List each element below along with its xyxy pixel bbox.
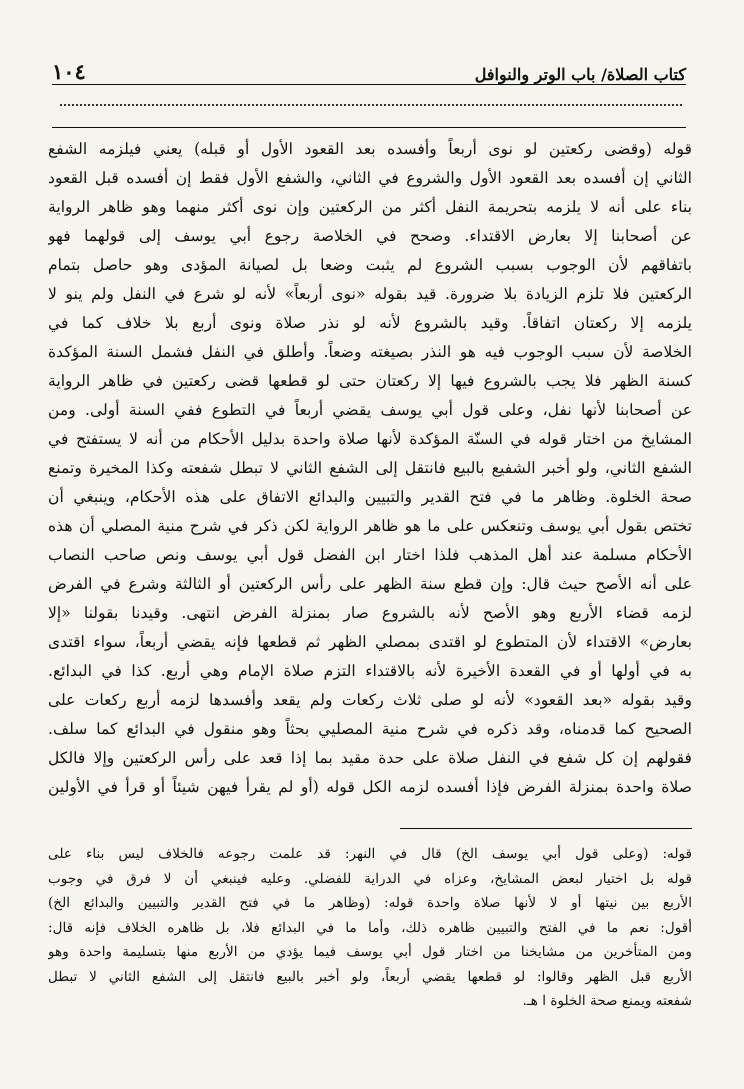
main-text [48,135,692,802]
main-text-line: لزمه قضاء الأربع وهو الأصح لأنه بالشروع صار بمنزلة الفرض انتهى. وقيدنا بقولنا «إلا [48,604,692,622]
main-text-line: قوله (وقضى ركعتين لو نوى أربعاً وأفسده بعد القعود الأول أو قبله) يعني فيلزمه الشفع [48,140,692,158]
dotted-separator [60,104,682,106]
header-rule [52,84,686,85]
footnote-line: ومن المتأخرين من مشايخنا من اختار قول أبي يوسف فيما يؤدي من الأربع منها بتسليمة واحدة وهو [48,944,692,960]
running-title: كتاب الصلاة/ باب الوتر والنوافل [474,65,686,84]
footnote-line: قوله بل اختيار لبعض المشايخ، وعزاه في الدراية للفضلي. وعليه فينبغي أن لا فرق في وجوب [48,870,692,887]
footnote-line: أقول: نعم ما في الفتح والتبيين ظاهره ذلك، وأما ما في البدائع فلا، بل ظاهره الخلاف فإنه قال: [48,919,692,936]
footnotes [48,842,692,1014]
main-text-line: صلاة واحدة بمنزلة الفرض فإذا أفسده لزمه الكل قوله (أو لم يقرأ فيهن شيئاً أو قرأ في الأولين [48,778,692,796]
main-text-line: الشفع الثاني، ولو أخبر الشفيع بالبيع فانتقل إلى الشفع الثاني لا تبطل شفعته وكذا المخيرة وتمنع [48,459,692,477]
main-text-line: الخلاصة لأن سبب الوجوب فيه هو النذر بصيغته وضعاً. وأطلق في النفل فشمل السنة المؤكدة [48,343,692,361]
main-text-line: صحة الخلوة. وظاهر ما في فتح القدير والتبيين والبدائع الاتفاق على هذه الأحكام، وينبغي أن [48,488,692,506]
main-text-line: بناء على أنه لا يلزمه بتحريمة النفل أكثر من الركعتين وإن نوى أكثر منهما وهو ظاهر الرواية [48,198,692,216]
page-header [52,56,686,84]
main-text-line: بعارض» الاقتداء لأن المتطوع لو اقتدى بمصلي الظهر ثم قطعها فإنه يقضي أربعاً، سواء اقتدى [48,633,692,651]
main-text-line: فقولهم إن كل شفع في النفل صلاة على حدة مقيد بما إذا قعد على رأس الركعتين وإلا فالكل [48,749,692,767]
main-text-line: عن أصحابنا لأنها نفل، وعلى قول أبي يوسف يقضي أربعاً في التطوع ففي السنة أولى. ومن [48,401,692,419]
main-text-line: تختص بقول أبي يوسف وتنعكس على ما هو ظاهر الرواية لكن ذكر في شرح منية المصلي أن هذه [48,517,692,535]
main-text-line: الثاني إن أفسده بعد القعود الأول والشروع في الثاني، والشفع الأول فقط إن أفسده قبل القعود [48,169,692,187]
main-text-line: به في أولها أو في القعدة الأخيرة لأنه بالاقتداء التزم صلاة الإمام وهي أربع. كذا في البدائع. [48,662,692,680]
main-text-line: المشايخ من اختار قوله في السنّة المؤكدة لأنها صلاة واحدة بدليل الأحكام من أنه لا يستفتح في [48,430,692,448]
footnote-line: الأربع بين نيتها أو لا لأنها صلاة واحدة قوله: (وظاهر ما في فتح القدير والتبيين والبدائع الخ) [48,895,692,911]
footnote-line: الأربع قبل الظهر وقالوا: لو قطعها يقضي أربعاً، ولو أخبر بالبيع فانتقل إلى الشفع الثاني لا تبطل [48,968,692,985]
main-text-line: الصحيح كما قدمناه، وقد ذكره في شرح منية المصليي بحثاً وهو منقول في البدائع كما سلف. [48,720,692,738]
main-text-line: يلزمه إلا ركعتان اتفاقاً. وقيد بالشروع لأنه لو نذر صلاة ونوى أربع بلا خلاف كما في [48,314,692,332]
main-text-line: على أنه الأصح حيث قال: وإن قطع سنة الظهر على رأس الركعتين أو الثالثة وشرع في الفرض [48,575,692,593]
main-text-line: باتفاقهم لأن الوجوب بسبب الشروع لم يثبت وضعا بل لصيانة المؤدى وهو حاصل بتمام [48,256,692,274]
footnote-line: قوله: (وعلى قول أبي يوسف الخ) قال في النهر: قد علمت رجوعه فالخلاف ليس بناء على [48,846,692,862]
footnote-rule [400,828,692,829]
main-text-line: وقيد بقوله «بعد القعود» لأنه لو صلى ثلاث ركعات ولم يقعد وأفسدها لزمه أربع ركعات على [48,691,692,709]
footnote-line: شفعته ويمنع صحة الخلوة ا هـ. [522,993,692,1009]
main-text-line: عن أصحابنا إلا بعارض الاقتداء. وصحح في الخلاصة رجوع أبي يوسف إلى قولهما فهو [48,227,692,245]
main-text-line: الركعتين فلا تلزم الزيادة بلا ضرورة. قيد بقوله «نوى أربعاً» لأنه لو شرع في النفل ولم ينو لا [48,285,692,303]
page-number: ١٠٤ [52,59,86,84]
main-text-line: الأحكام مسلمة عند أهل المذهب فلذا اختار ابن الفضل قول أبي يوسف ونص صاحب النصاب [48,546,692,564]
body-top-rule [52,127,686,128]
main-text-line: كسنة الظهر فلا يجب بالشروع فيها إلا ركعتان حتى لو قطعها قضى ركعتين في ظاهر الرواية [48,372,692,390]
